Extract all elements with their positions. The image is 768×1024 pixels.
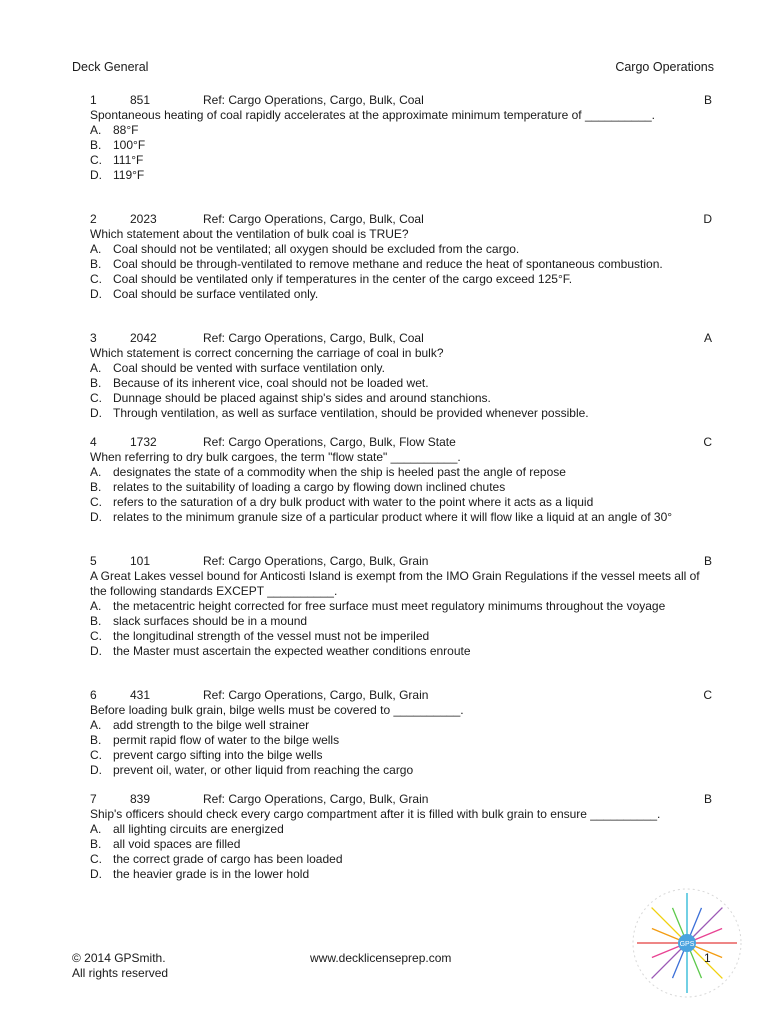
option-letter: C. [90,748,102,762]
option-text: designates the state of a commodity when the ship is heeled past the angle of repose [113,465,566,479]
option-letter: A. [90,242,102,256]
answer-option [90,406,712,421]
option-letter: C. [90,629,102,643]
option-text: the heavier grade is in the lower hold [113,867,310,881]
question-answer: B [703,792,712,806]
logo-center-text: GPS [679,941,695,948]
question-block [90,688,712,778]
question-reference: Ref: Cargo Operations, Cargo, Bulk, Coal [203,212,424,226]
question-reference: Ref: Cargo Operations, Cargo, Bulk, Grain [203,688,429,702]
option-text: Coal should be surface ventilated only. [113,287,319,301]
option-text: Coal should be through-ventilated to remove methane and reduce the heat of spontaneous combustion. [113,257,663,271]
question-answer: B [703,554,712,568]
answer-option [90,168,712,183]
answer-option [90,465,712,480]
option-letter: C. [90,391,102,405]
question-id: 431 [130,688,151,702]
option-letter: B. [90,480,102,494]
question-text: Which statement is correct concerning the carriage of coal in bulk? [90,346,444,360]
option-letter: D. [90,644,102,658]
answer-option [90,123,712,138]
option-letter: D. [90,287,102,301]
option-letter: A. [90,123,102,137]
answer-option [90,614,712,629]
option-text: 119°F [113,168,145,182]
question-block [90,331,712,421]
answer-option [90,867,712,882]
option-letter: D. [90,406,102,420]
answer-option [90,822,712,837]
footer-website-link[interactable]: www.decklicenseprep.com [310,951,452,965]
question-number: 7 [90,792,97,806]
header-section-title: Deck General [72,60,149,74]
option-letter: B. [90,614,102,628]
option-text: the correct grade of cargo has been loaded [113,852,343,866]
question-id: 851 [130,93,151,107]
question-block [90,93,712,183]
question-answer: B [703,93,712,107]
compass-rose-logo [624,880,750,1006]
answer-option [90,733,712,748]
answer-option [90,391,712,406]
option-text: permit rapid flow of water to the bilge wells [113,733,340,747]
option-text: add strength to the bilge well strainer [113,718,310,732]
option-letter: A. [90,599,102,613]
option-text: 111°F [113,153,144,167]
question-number: 6 [90,688,97,702]
question-id: 2023 [130,212,157,226]
question-text: Which statement about the ventilation of bulk coal is TRUE? [90,227,409,241]
option-letter: D. [90,867,102,881]
answer-option [90,495,712,510]
option-letter: A. [90,822,102,836]
answer-option [90,644,712,659]
answer-option [90,763,712,778]
question-answer: C [703,688,712,702]
question-reference: Ref: Cargo Operations, Cargo, Bulk, Grain [203,554,429,568]
option-text: 100°F [113,138,146,152]
answer-option [90,272,712,287]
answer-option [90,287,712,302]
option-text: 88°F [113,123,139,137]
option-letter: A. [90,718,102,732]
option-letter: B. [90,376,102,390]
question-block [90,212,712,302]
answer-option [90,480,712,495]
option-text: prevent oil, water, or other liquid from reaching the cargo [113,763,414,777]
option-text: slack surfaces should be in a mound [113,614,308,628]
answer-option [90,852,712,867]
question-number: 1 [90,93,97,107]
answer-option [90,510,712,525]
option-text: Coal should not be ventilated; all oxygen should be excluded from the cargo. [113,242,520,256]
question-block [90,435,712,525]
option-letter: D. [90,510,102,524]
answer-option [90,153,712,168]
answer-option [90,599,712,614]
option-letter: B. [90,733,102,747]
option-text: all void spaces are filled [113,837,241,851]
answer-option [90,242,712,257]
question-text: Ship's officers should check every cargo compartment after it is filled with bulk grain to ensure __________. [90,807,661,821]
answer-option [90,138,712,153]
question-block [90,792,712,882]
question-number: 3 [90,331,97,345]
option-text: Coal should be vented with surface ventilation only. [113,361,385,375]
rights-line: All rights reserved [72,966,169,980]
option-text: Dunnage should be placed against ship's sides and around stanchions. [113,391,491,405]
option-text: all lighting circuits are energized [113,822,284,836]
option-text: Through ventilation, as well as surface ventilation, should be provided whenever possible. [113,406,589,420]
option-text: the Master must ascertain the expected weather conditions enroute [113,644,471,658]
question-reference: Ref: Cargo Operations, Cargo, Bulk, Grain [203,792,429,806]
question-reference: Ref: Cargo Operations, Cargo, Bulk, Coal [203,93,424,107]
question-number: 2 [90,212,97,226]
option-letter: B. [90,837,102,851]
option-letter: D. [90,763,102,777]
option-letter: D. [90,168,102,182]
header-chapter-title: Cargo Operations [615,60,714,74]
option-text: the metacentric height corrected for free surface must meet regulatory minimums throughout the voyage [113,599,666,613]
option-letter: C. [90,153,102,167]
option-text: relates to the minimum granule size of a particular product where it will flow like a liquid at an angle of 30° [113,510,673,524]
question-number: 4 [90,435,97,449]
copyright-line: © 2014 GPSmith. [72,951,166,965]
question-id: 1732 [130,435,157,449]
question-number: 5 [90,554,97,568]
copyright-notice [72,951,168,981]
question-block [90,554,712,659]
option-letter: B. [90,138,102,152]
answer-option [90,257,712,272]
option-letter: B. [90,257,102,271]
question-reference: Ref: Cargo Operations, Cargo, Bulk, Coal [203,331,424,345]
option-letter: C. [90,272,102,286]
answer-option [90,837,712,852]
option-letter: C. [90,852,102,866]
option-letter: C. [90,495,102,509]
question-text: A Great Lakes vessel bound for Anticosti Island is exempt from the IMO Grain Regulations if the vessel meets all of the following standards EXCEPT __________. [90,569,700,598]
answer-option [90,748,712,763]
option-text: Coal should be ventilated only if temperatures in the center of the cargo exceed 125°F. [113,272,573,286]
option-letter: A. [90,465,102,479]
question-answer: C [703,435,712,449]
question-text: When referring to dry bulk cargoes, the term "flow state" __________. [90,450,461,464]
answer-option [90,361,712,376]
option-text: refers to the saturation of a dry bulk product with water to the point where it acts as a liquid [113,495,594,509]
option-text: relates to the suitability of loading a cargo by flowing down inclined chutes [113,480,506,494]
option-letter: A. [90,361,102,375]
question-text: Spontaneous heating of coal rapidly accelerates at the approximate minimum temperature of __________. [90,108,656,122]
question-id: 839 [130,792,151,806]
question-id: 2042 [130,331,157,345]
question-id: 101 [130,554,151,568]
question-answer: D [703,212,712,226]
question-text: Before loading bulk grain, bilge wells must be covered to __________. [90,703,464,717]
answer-option [90,376,712,391]
option-text: Because of its inherent vice, coal should not be loaded wet. [113,376,429,390]
answer-option [90,629,712,644]
question-reference: Ref: Cargo Operations, Cargo, Bulk, Flow State [203,435,456,449]
option-text: prevent cargo sifting into the bilge wells [113,748,323,762]
answer-option [90,718,712,733]
option-text: the longitudinal strength of the vessel must not be imperiled [113,629,430,643]
question-answer: A [703,331,712,345]
page-number: 1 [704,951,711,965]
